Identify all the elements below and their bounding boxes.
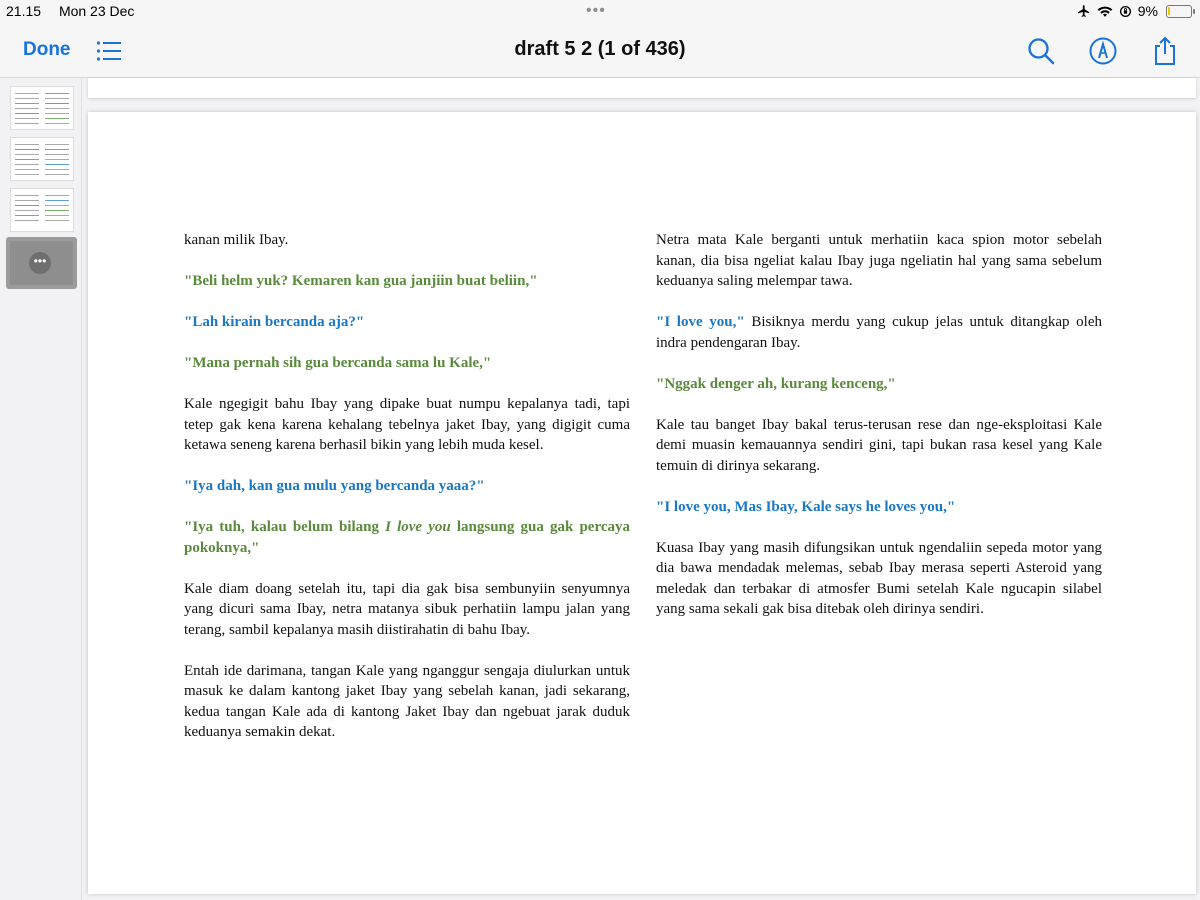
text-column-left [184, 230, 630, 763]
dialogue-line [184, 517, 630, 558]
dialogue-text: langsung gua gak percaya pokoknya," [184, 519, 630, 556]
dialogue-line: "Iya dah, kan gua mulu yang bercanda yaaa?" [184, 478, 485, 494]
dialogue-text: "I love you," [656, 314, 745, 330]
battery-level [1168, 7, 1170, 15]
narration-text: Bisiknya merdu yang cukup jelas untuk ditangkap oleh indra pendengaran Ibay. [656, 314, 1102, 351]
page-thumbnail[interactable] [10, 188, 74, 232]
paragraph: Kuasa Ibay yang masih difungsikan untuk ngendaliin sepeda motor yang dia bawa mendadak melemas, sebab Ibay merasa seperti Asteroid yang meledak dan terbakar di atmosfer Bumi setelah Kale ngucapin silabel yang sama sekali gak bisa ditebak oleh dirinya sendiri. [656, 539, 1102, 617]
page-thumbnail[interactable] [10, 86, 74, 130]
airplane-icon [1077, 4, 1091, 18]
share-icon[interactable] [1150, 36, 1180, 66]
page-thumbnail[interactable] [10, 137, 74, 181]
dialogue-emphasis: I love you [385, 519, 451, 535]
dialogue-line: "Nggak denger ah, kurang kenceng," [656, 375, 896, 392]
more-options-icon[interactable]: ••• [29, 252, 51, 274]
current-page-thumbnail[interactable] [6, 237, 77, 289]
thumbnail-sidebar [0, 78, 82, 900]
done-button[interactable]: Done [23, 39, 71, 60]
dialogue-line: "Mana pernah sih gua bercanda sama lu Kale," [184, 355, 492, 371]
battery-icon [1166, 5, 1192, 18]
paragraph: Kale ngegigit bahu Ibay yang dipake buat numpu kepalanya tadi, tapi tetep gak kena karena kehalang tebelnya jaket Ibay, yang digigit cuma ketawa seneng karena berhasil bikin yang lebih muda kesel. [184, 396, 630, 453]
status-time-date [6, 3, 148, 19]
markup-icon[interactable] [1088, 36, 1118, 66]
status-bar [0, 0, 1200, 24]
dialogue-text: "Iya tuh, kalau belum bilang [184, 519, 386, 535]
wifi-icon [1097, 5, 1113, 18]
multitasking-dots[interactable]: ••• [586, 2, 606, 19]
text-column-right [656, 230, 1102, 640]
paragraph: Kale diam doang setelah itu, tapi dia gak bisa sembunyiin senyumnya yang dicuri sama Ibay, netra matanya sibuk perhatiin lampu jalan yang terang, sambil kepalanya masih diistirahatin di bahu Ibay. [184, 580, 630, 638]
toolbar [0, 24, 1200, 78]
paragraph: Kale tau banget Ibay bakal terus-terusan rese dan nge-eksploitasi Kale demi muasin kemauannya sendiri gini, tapi bukan rasa kesel yang Kale temuin di dirinya sekarang. [656, 416, 1102, 474]
previous-page [88, 78, 1196, 98]
dialogue-line: "I love you, Mas Ibay, Kale says he loves you," [656, 498, 956, 515]
dialogue-line: "Beli helm yuk? Kemaren kan gua janjiin buat beliin," [184, 273, 538, 289]
battery-percent: 9% [1137, 3, 1158, 19]
orientation-lock-icon [1119, 5, 1132, 18]
paragraph: kanan milik Ibay. [184, 232, 289, 248]
status-time: 21.15 [6, 3, 42, 19]
paragraph: Entah ide darimana, tangan Kale yang nganggur sengaja diulurkan untuk masuk ke dalam kantong jaket Ibay yang sebelah kanan, jadi sekarang, kedua tangan Kale ada di kantong Jaket Ibay dan ngebuat jarak duduk keduanya semakin dekat. [184, 662, 630, 740]
document-page [88, 112, 1196, 894]
search-icon[interactable] [1026, 36, 1056, 66]
paragraph [656, 312, 1102, 353]
status-indicators [1077, 3, 1192, 19]
status-date: Mon 23 Dec [58, 3, 135, 19]
dialogue-line: "Lah kirain bercanda aja?" [184, 314, 365, 330]
paragraph: Netra mata Kale berganti untuk merhatiin kaca spion motor sebelah kanan, dia bisa ngeliat kalau Ibay juga ngeliatin hal yang sama sebelum keduanya saling melempar tawa. [656, 232, 1102, 289]
document-title: draft 5 2 (1 of 436) [514, 38, 686, 60]
